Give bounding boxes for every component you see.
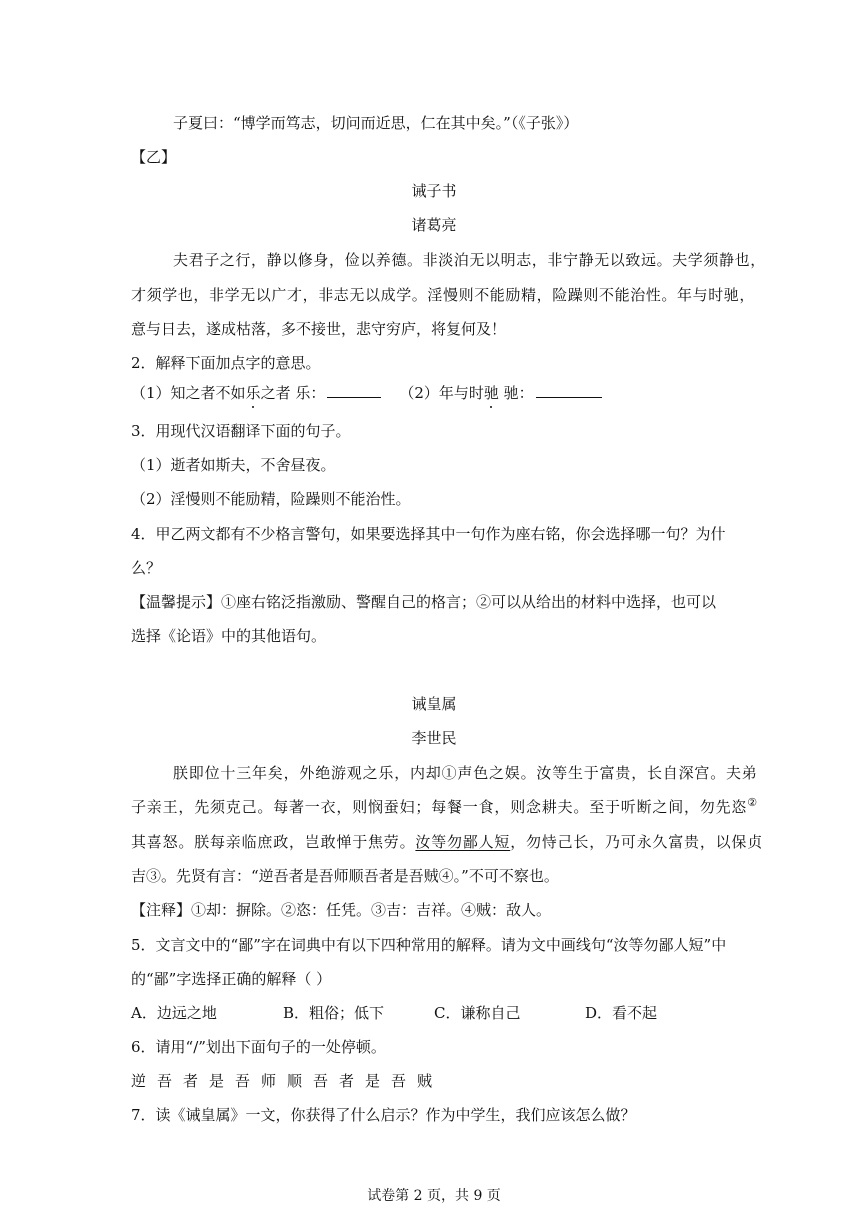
section-label-yi: 【乙】	[131, 148, 177, 166]
question-6-stem: 6．请用“/”划出下面句子的一处停顿。	[131, 1038, 386, 1056]
jiezishu-line-1: 夫君子之行，静以修身，俭以养德。非淡泊无以明志，非宁静无以致远。夫学须静也，	[173, 251, 766, 269]
q2-item2-answer-blank[interactable]	[536, 382, 602, 398]
question-4-line-2: 么？	[131, 559, 162, 577]
passage-title-jiezishu: 诫子书	[411, 182, 457, 200]
question-7-stem: 7．读《诫皇属》一文，你获得了什么启示？作为中学生，我们应该怎么做？	[131, 1106, 636, 1124]
chenghuangshu-line-4: 吉③。先贤有言：“逆吾者是吾师顺吾者是吾贼④。”不可不察也。	[131, 867, 559, 885]
passage-title-chenghuangshu: 诫皇属	[411, 695, 457, 713]
jiezishu-line-3: 意与日去，遂成枯落，多不接世，悲守穷庐，将复何及！	[131, 320, 507, 338]
question-3-sentence-2: （2）淫慢则不能励精，险躁则不能治性。	[131, 490, 411, 508]
q2-item2-dotted-char: 驰	[483, 384, 499, 402]
passage-author-lishimin: 李世民	[411, 729, 457, 747]
question-4-tip-2: 选择《论语》中的其他语句。	[131, 627, 327, 645]
q2-item2-pre: （2）年与时	[399, 384, 484, 402]
q5-option-c[interactable]: C．谦称自己	[434, 1004, 521, 1022]
question-3-stem: 3．用现代汉语翻译下面的句子。	[131, 422, 351, 440]
q5-option-d[interactable]: D．看不起	[585, 1004, 658, 1022]
question-2-stem: 2．解释下面加点字的意思。	[131, 354, 321, 372]
note-marker-2: ②	[747, 796, 758, 809]
question-4-tip-1: 【温馨提示】①座右铭泛指激励、警醒自己的格言；②可以从给出的材料中选择，也可以	[131, 593, 717, 611]
question-3-sentence-1: （1）逝者如斯夫，不舍昼夜。	[131, 456, 336, 474]
q2-item2-post: 驰：	[498, 384, 534, 402]
question-5-line-2: 的“鄙”字选择正确的解释（ ）	[131, 970, 332, 988]
question-5-line-1: 5．文言文中的“鄙”字在词典中有以下四种常用的解释。请为文中画线句“汝等勿鄙人短”中	[131, 936, 727, 954]
q2-item1-dotted-char: 乐	[245, 384, 261, 402]
q2-item1-pre: （1）知之者不如	[131, 384, 246, 402]
page-footer: 试卷第 2 页，共 9 页	[367, 1188, 501, 1204]
question-6-sentence[interactable]: 逆吾者是吾师顺吾者是吾贼	[131, 1072, 444, 1090]
jia-passage-tail: 子夏曰：“博学而笃志，切问而近思，仁在其中矣。”（《子张》）	[173, 114, 579, 132]
chenghuangshu-line-2-text: 子亲王，先须克己。每著一衣，则悯蚕妇；每餐一食，则念耕夫。至于听断之间，勿先恣	[131, 798, 748, 816]
underlined-sentence: 汝等勿鄙人短	[415, 833, 511, 851]
chenghuangshu-line-1: 朕即位十三年矣，外绝游观之乐，内却①声色之娱。汝等生于富贵，长自深宫。夫弟	[173, 764, 758, 782]
question-2-items	[131, 382, 602, 403]
chenghuangshu-line-3-b: ，勿恃己长，乃可永久富贵，以保贞	[510, 833, 764, 851]
chenghuangshu-line-3	[131, 832, 763, 852]
passage-author-zhuge: 诸葛亮	[411, 216, 457, 234]
question-4-line-1: 4．甲乙两文都有不少格言警句，如果要选择其中一句作为座右铭，你会选择哪一句？为什	[131, 525, 726, 543]
q5-option-b[interactable]: B．粗俗；低下	[283, 1004, 385, 1022]
chenghuangshu-notes: 【注释】①却：摒除。②恣：任凭。③吉：吉祥。④贼：敌人。	[131, 901, 552, 919]
q2-item1-post: 之者 乐：	[260, 384, 326, 402]
jiezishu-line-2: 才须学也，非学无以广才，非志无以成学。淫慢则不能励精，险躁则不能治性。年与时驰，	[131, 286, 756, 304]
q5-option-a[interactable]: A．边远之地	[131, 1004, 217, 1022]
q2-item1-answer-blank[interactable]	[327, 382, 381, 398]
chenghuangshu-line-3-a: 其喜怒。朕每亲临庶政，岂敢惮于焦劳。	[131, 833, 416, 851]
chenghuangshu-line-2	[131, 797, 758, 817]
